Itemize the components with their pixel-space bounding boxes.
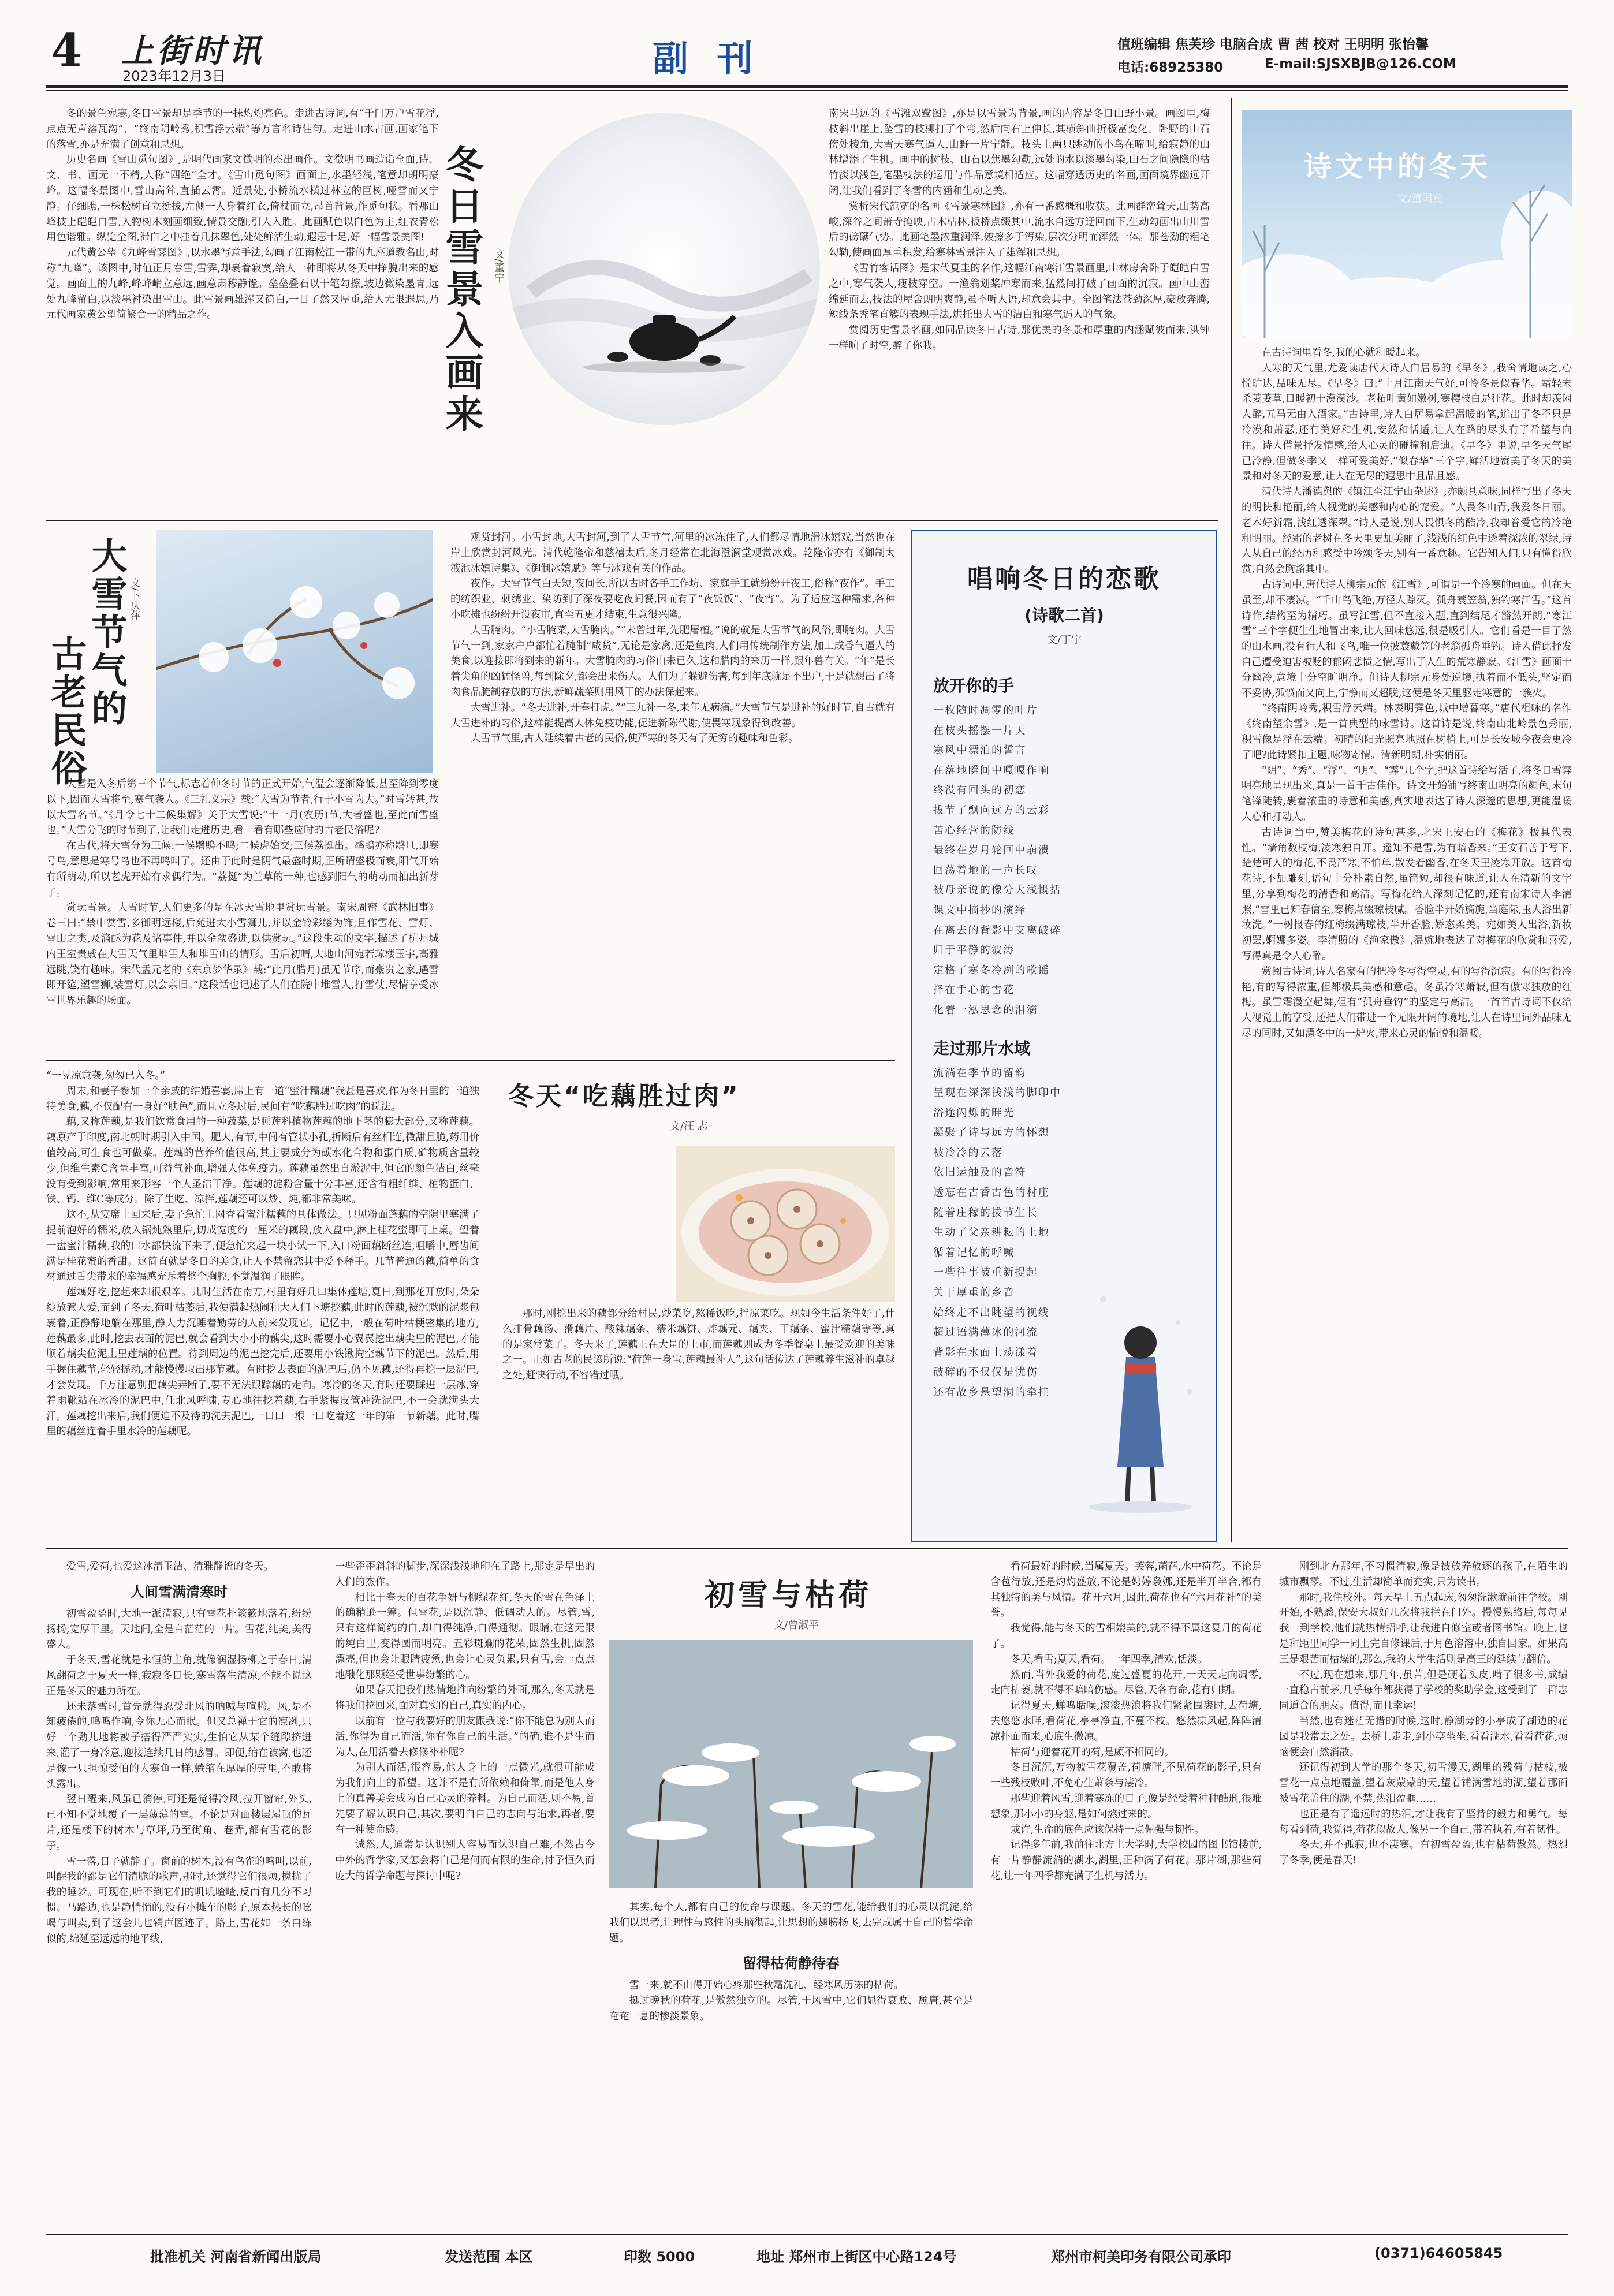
a1-col-left [46,106,439,514]
paragraph: 冬天,看雪;夏天,看荷。一年四季,清欢,恬淡。 [1010,1653,1207,1665]
poem-line: 浴途闪烁的畔光 [933,1106,1015,1119]
paragraph: 如果春天把我们热情地推向纷繁的外面,那么,冬天就是将我们拉回来,面对真实的自己,真实的内心。 [335,1684,595,1712]
section-name: 副 刊 [653,38,761,80]
poem-line: 寒风中漂泊的誓言 [933,744,1027,757]
poem-line: 归于平静的波涛 [933,944,1015,957]
poem-line: 最终在岁月轮回中崩溃 [933,844,1050,857]
poem-line: 流淌在季节的留韵 [933,1067,1027,1079]
paragraph: 古诗词中,唐代诗人柳宗元的《江雪》,可谓是一个冷寒的画面。但在天虽至,却不凄凉。“千山鸟飞绝,万径人踪灭。孤舟蓑笠翁,独钓寒江雪。”这首诗作,结构至为精巧。虽写江雪,但不直接入题,直到结尾才豁然开朗,“寒江雪”三个字便生生地冒出来,让人回味悠远,很是吸引人。它们看是一目了然的山水画,没有行人和飞鸟,唯一位披蓑戴笠的老翁孤舟垂钓。诗人借此抒发自己遭受迫害被贬的郁闷悲愤之情,写出了人生的荒寒静寂。《江雪》画面十分幽冷,意境十分空旷明净。但诗人柳宗元身处逆境,执着而不低头,坚定而不妥协,孤愤而又向上,宁静而又超脱,这便是冬天里驱走寒意的一簇火。 [1242,579,1572,699]
paragraph: 记得夏天,蝉鸣聒噪,滚滚热浪将我们紧紧围裹时,去荷塘,去悠悠水畔,看荷花,亭亭净直,不蔓不枝。悠然凉风起,阵阵清凉扑面而来,心底生微凉。 [990,1700,1262,1743]
a4-headline: 唱响冬日的恋歌 [967,564,1161,594]
paragraph: 赏阅历史雪景名画,如同品读冬日古诗,那优美的冬景和厚重的内涵赋彼而来,洪钟一样响了时空,醉了你我。 [829,325,1210,352]
poem-line: 课文中摘抄的演绎 [933,904,1027,916]
poem-line: 凝聚了诗与远方的怀想 [933,1127,1050,1139]
paragraph: 那时,刚挖出来的藕都分给村民,炒菜吃,熬稀饭吃,拌凉菜吃。现如今生活条件好了,什么排骨藕汤、滑藕片、酸辣藕条、糯米藕饼、炸藕元、藕夹、干藕条、蜜汁糯藕等等,真的是家常菜了。冬天来了,莲藕正在大量的上市,而莲藕则成为冬季餐桌上最受欢迎的美味之一。正如古老的民谚所说:“荷莲一身宝,莲藕最补人”,这句话传达了莲藕养生滋补的卓越之处,赶快行动,不容错过哦。 [502,1308,895,1382]
paragraph: 枯荷与迎着花开的荷,是颇不相同的。 [1010,1746,1175,1758]
footer-address: 地址 郑州市上街区中心路124号 [756,2249,957,2265]
footer-copies: 印数 5000 [624,2249,695,2265]
footer-scope: 发送范围 本区 [445,2249,533,2265]
poem-line: 关于厚重的乡音 [933,1287,1015,1299]
paragraph: 然而,当外我爱的荷花,度过盛夏的花开,一天天走向凋零,走向枯萎,就不得不暗暗伤感。尽管,天各有命,花有归期。 [990,1669,1262,1697]
frosted-branch-photo [156,530,433,773]
poem-line: 破碎的不仅仅是忧伤 [933,1366,1038,1379]
paragraph: 冬的景色宛寒,冬日雪景却是季节的一抹灼灼亮色。走进古诗词,有“千门万户雪花浮,点点无声落瓦沟”、“终南阴岭秀,积雪浮云端”等万言名诗佳句。走进山水古画,画家笔下的落雪,亦是充满了创意和思想。 [46,108,439,151]
a6-col-5 [1279,1559,1568,2223]
poem-line: 择在手心的雪花 [933,984,1015,997]
paragraph: 清代诗人潘德舆的《镇江至江宁山杂述》,亦颇具意味,同样写出了冬天的明快和艳丽,给人视觉的美感和内心的宠爱。“人畏冬山青,我爱冬日丽。老木好新霜,浅红透深翠。”诗人是说,别人畏惧冬的酷冷,我却眷爱它的冷艳和明丽。经霜的老树在冬天里更加美丽了,浅浅的红色中透着深浓的翠绿,诗人从自己的经历和感受中吟颂冬天,别有一番意趣。它告知人们,只有懂得欣赏,自然会胸豁其中。 [1242,486,1572,576]
paragraph: 赏阅古诗词,诗人名家有的把冷冬写得空灵,有的写得沉寂。有的写得冷艳,有的写得浓重,但都极具美感和意趣。冬虽冷寒萧寂,但有傲寒独放的红梅。虽雪霜漫空起舞,但有“孤舟垂钓”的坚定与高洁。一首首古诗词不仅给人视觉上的享受,还把人们带进一个无限开阔的境地,让人在诗里词外品味无尽的同时,又如漂冬中的一炉火,带来心灵的愉悦和温暖。 [1242,966,1572,1040]
paragraph: 当然,也有迷茫无措的时候,这时,静湖旁的小亭成了湖边的花园是我常去之处。去桥上走走,到小亭坐坐,看看湖水,看看荷花,烦恼便会自然消散。 [1279,1715,1568,1758]
paragraph: 周末,和妻子参加一个亲戚的结婚喜宴,席上有一道“蜜汁糯藕”我甚是喜欢,作为冬日里的一道独特美食,藕,不仅配有一身好“肤色”,而且立冬过后,民间有“吃藕胜过吃肉”的说法。 [46,1085,479,1113]
paragraph: 还未落雪时,首先就得忍受北风的呐喊与喧腾。风,是不知疲倦的,鸣鸣作响,令你无心而眠。但又总禅于它的凛冽,只好一个劲儿地将被子搭得严严实实,生怕它从某个缝隙挤进来,灌了一身冷意,迎接连续几日的感冒。即便,缩在被窝,也还是像一只担惊受怕的大寒鱼一样,蜷缩在厚厚的壳里,不敢将头露出。 [46,1701,312,1790]
masthead-rule-thin [46,90,1568,91]
paragraph: 雪一落,日子就静了。窗前的树木,没有鸟雀的鸣叫,以前,叫醒我的都是它们清脆的歌声,那时,还觉得它们很烦,搅扰了我的睡梦。可现在,听不到它们的叽叽喳喳,反而有几分不习惯。马路边,也是静悄悄的,没有小摊车的影子,原本热长的吆喝与叫卖,到了这会儿也销声匿迹了。路上,雪花如一条白练似的,绵延至远远的地平线, [46,1855,312,1945]
paragraph: 观赏封河。小雪封地,大雪封河,到了大雪节气,河里的冰冻住了,人们都尽情地滑冰嬉戏,当然也在岸上欣赏封河风光。清代乾隆帝和慈禧太后,冬月经常在北海澄澜堂观赏冰戏。乾隆帝亦有《御制太液池冰嬉诗集》、《御制冰嬉赋》等与冰戏有关的作品。 [450,532,895,575]
paragraph: 相比于春天的百花争妍与柳绿花红,冬天的雪在色泽上的确稍逊一筹。但雪花,是以沉静、低调动人的。尽管,雪,只有这样简约的白,却白得纯净,白得通彻。眼睛,在这无限的纯白里,变得圆而明亮。五彩斑斓的花朵,固然生机,固然漂亮,但也会让眼睛疲惫,也会让心灵负累,只有雪,会一点点地融化那颗经受世事纷繁的心。 [335,1591,595,1681]
a5-col-left [46,1068,479,1542]
paragraph: 冬天,并不孤寂,也不凄寒。有初雪盈盈,也有枯荷傲然。热烈了冬季,便是春天! [1279,1839,1568,1867]
a2-header-image [1242,110,1572,338]
a6-col-2 [335,1559,595,2223]
paragraph: 刚到北方那年,不习惯清寂,像是被放养放逐的孩子,在陌生的城市飘零。不过,生活却简单而充实,只为读书。 [1279,1561,1568,1588]
paragraph: 雪一来,就不由得开始心疼那些秋霜洗礼、经寒风历冻的枯荷。 [629,1980,904,1992]
article-winter-love-songs [911,530,1217,1542]
paragraph: 也正是有了遥远时的热泪,才让我有了坚持的毅力和勇气。每每看到荷,我觉得,荷花似故人,像另一个自己,带着执着,有着韧性。 [1279,1808,1568,1836]
paragraph: 元代黄公望《九峰雪霁图》,以水墨写意手法,勾画了江南松江一带的九座道教名山,时称“九峰”。该图中,时值正月春雪,雪霁,却裹着寂寞,给人一种即将从冬天中挣脱出来的感觉。画面上的九峰,峰峰峭立意远,画意肃穆静谧。垒垒叠石以干笔勾擦,坡边微染墨青,远处九峰留白,以淡墨衬染出雪山。此雪景画雄浑又简白,一目了然又厚重,给人无限遐思,乃元代画家黄公望简繁合一的精品之作。 [46,247,439,321]
poem-line: 在落地瞬间中嘎嘎作响 [933,764,1050,777]
poem-line: 背影在水面上荡漾着 [933,1346,1038,1359]
editors-line: 值班编辑 焦芙珍 电脑合成 曹 茜 校对 王明明 张怡馨 [1117,37,1429,52]
poem-line: 定格了寒冬冷冽的歌谣 [933,964,1050,976]
footer-approver: 批准机关 河南省新闻出版局 [150,2249,322,2265]
rule-a3-bottom [46,1060,895,1061]
poem-line: 在枝头摇摆一片天 [933,724,1027,737]
poem-line: 终没有回头的初恋 [933,784,1027,797]
a3-title-b: 古老民俗 [45,635,87,788]
poem-line: 被冷冷的云落 [933,1146,1004,1159]
masthead-rule [46,85,1568,88]
rule-right-column [1231,98,1232,1542]
paragraph: 莲藕好吃,挖起来却很艰辛。儿时生活在南方,村里有好几口集体莲塘,夏日,到那花开放时,朵朵绽放惹人爱,而到了冬天,荷叶枯萎后,我便满起热闹和大人们下塘挖藕,此时的莲藕,被沉默的泥浆包裹着,正静静地躺在那里,静大力沉睡着勤劳的人前来发现它。记忆中,一般在荷叶枯梗密集的地方,莲藕最多,此时,挖去表面的泥巴,就会看到大小小的藕尖,这时需要小心翼翼挖出藕尖里的泥巴,才能顺着藕尖位泥土里莲藕的位置。待到周边的泥巴挖完后,还要用小铁锹掏空藕节下的泥巴。然后,用手握住藕节,轻轻摇动,才能慢慢取出那节藕。有时挖去表面的泥巴后,仍不见藕,还得再挖一层泥巴,才会发现。千万注意别把藕尖弄断了,要不无法跟踪藕的走向。寒冷的冬天,有时还要踩进一层冰,穿着雨靴站在冰冷的泥巴中,任北风呼啸,专心地往挖着藕,右手紧握皮管冲洗泥巴,不一会就满头大汗。莲藕挖出来后,我们便迫不及待的洗去泥巴,一口口一根一口吃着这一年的第一节新藕。此时,嘴里的藕丝连着手里水冷的莲藕呢。 [46,1287,479,1438]
poem-line: 一些往事被重新提起 [933,1266,1038,1279]
paragraph: 在古代,将大雪分为三候:一候鹖鴠不鸣;二候虎始交;三候荔挺出。鹖鴠亦称鹖旦,即寒号鸟,意思是寒号鸟也不再鸣叫了。还由于此时是阴气最盛时期,正所谓盛极而衰,阳气开始有所萌动,所以老虎开始有求偶行为。“荔挺”为兰草的一种,也感到阳气的萌动而抽出新芽了。 [46,840,439,899]
poem-line: 依旧运触及的音符 [933,1166,1027,1179]
masthead [0,0,1614,98]
paragraph: 那时,我住校外。每天早上五点起床,匆匆洗漱就前往学校。刚开始,不熟悉,保安大叔好几次将我拦在门外。慢慢熟络后,每每见我一到学校,他们就热情招呼,让我进自修室或者图书馆。晚上,也是和距里同学一同上完自修课后,于月色溶溶中,独自回家。如果高三是艰苦而枯燥的,那么,我的大学生活则是高三的延续与翻倍。 [1279,1591,1568,1665]
a6-subheading-2: 留得枯荷静待春 [743,1955,840,1972]
paragraph: 赏析宋代范宽的名画《雪景寒林图》,亦有一番感概和收获。此画群峦耸天,山势高峻,深谷之间萧寺掩映,古木枯林,板桥点缀其中,流水自远方迂回而下,生动勾画出山川雪后的磅礴气势。此画笔墨浓重润泽,皴擦多于泻染,层次分明而浑然一体。那苍劲的粗笔勾勒,使画面厚重积发,给寒林雪景注入了雄浑和思想。 [829,200,1210,259]
poem-line: 一枚随时凋零的叶片 [933,705,1038,717]
winter-girl-illustration [1086,1276,1207,1519]
paragraph: 翌日醒来,风虽已消停,可还是觉得冷风,拉开窗帘,外头,已不知不觉地覆了一层薄薄的雪。不论是对面楼层屋顶的瓦片,还是楼下的树木与草坪,乃至街角、巷弄,都有雪花的影子。 [46,1794,312,1852]
a3-byline: 文/卜庆萍 [128,577,140,620]
poem-line: 化着一泓思念的泪滴 [933,1004,1038,1016]
poem-line: 随着庄稼的拔节生长 [933,1206,1038,1219]
a3-title-a: 大雪节气的 [85,537,128,728]
a6-subheading-1: 人间雪满清寒时 [131,1583,228,1600]
a2-headline: 诗文中的冬天 [1304,151,1492,183]
issue-date: 2023年12月3日 [122,68,226,84]
footer-rule [46,2234,1568,2235]
paragraph: 不过,现在想来,那几年,虽苦,但是硬着头皮,啃了很多书,成绩一直稳占前茅,几乎每年都获得了学校的奖助学金,这受到了一群志同道合的朋友。值得,而且幸运! [1279,1669,1568,1712]
a1-col-right [829,106,1210,514]
poem-line: 苦心经营的防线 [933,824,1015,837]
paragraph: 记得多年前,我前往北方上大学时,大学校园的图书馆楼前,有一片静静流淌的湖水,湖里,正种满了荷花。那片湖,那些荷花,让一年四季都充满了生机与活力。 [990,1839,1262,1882]
poem-line: 生动了父亲耕耘的土地 [933,1227,1050,1239]
paragraph: 冬日沉沉,万物被雪花覆盖,荷塘畔,不见荷花的影子,只有一些残枝败叶,不免心生萧条与凄冷。 [990,1762,1262,1790]
a1-byline: 文/董宁 [493,248,505,284]
paragraph: 爱雪,爱荷,也爱这冰清玉洁、清雅静谧的冬天。 [66,1561,274,1572]
a6-col-3 [609,1900,973,2223]
poem-line: 在离去的背影中支离破碎 [933,924,1062,937]
paragraph: 大雪腌肉。“小雪腌菜,大雪腌肉。”“未曾过年,先肥屠檀。”说的就是大雪节气的风俗,即腌肉。大雪节气一到,家家户户都忙着腌制“咸货”,无论是家禽,还是鱼肉,人们用传统制作方法,加工成香气逼人的美食,以迎接即将到来的新年。大雪腌肉的习俗由来已久,这和腊肉的来历一样,跟年兽有关。“年”是长着尖角的凶猛怪兽,每到除夕,都会出来伤人。人们为了躲避伤害,每到年底就足不出户,于是就想出了将肉食品腌制存放的方法,新鲜蔬菜则用风干的办法保起来。 [450,624,895,698]
a5-byline: 文/汪 志 [670,1120,708,1132]
a6-col-1 [46,1559,312,2223]
paragraph: 这不,从宴席上回来后,妻子急忙上网查看蜜汁糯藕的具体做法。只见粉面蓬藕的空隙里塞满了提前泡好的糯米,放入锅炖熟里后,切成宽度约一厘米的藕段,放入盘中,淋上桂花蜜即可上桌。望着一盘蜜汁糯藕,我的口水都快流下来了,便急忙夹起一块小试一下,入口粉面藕断丝连,咀嚼中,唇齿间满是桂花蜜的香甜。这简直就是冬日的美食,让人不禁留恋其中爱不释手。几节普通的藕,简单的食材通过舌尖带来的幸福感充斥着整个胸腔,不觉温润了眼眸。 [46,1209,479,1283]
poem-line: 呈现在深深浅浅的脚印中 [933,1087,1062,1099]
poem1-title: 放开你的手 [933,676,1015,695]
paragraph: 大雪节气里,古人延续着古老的民俗,使严寒的冬天有了无穷的趣味和色彩。 [470,733,799,745]
paragraph: 历史名画《雪山觅句图》,是明代画家文徵明的杰出画作。文徵明书画造诣全面,诗、文、书、画无一不精,人称“四绝”全才。《雪山觅句图》画面上,水墨轻浅,笔意却朗明豪峰。这幅冬景图中,雪山高耸,直插云霄。近景处,小桥流水横过林立的巨树,哑雪而又宁静。仔细瞧,一株松树直立挺拔,左侧一人身着红衣,倚杖而立,昂首背景,作觅句状。看那山峰披上皑皑白雪,人物树木刻画细致,情景交融,引人入胜。此画赋色以白色为主,红衣青松用色谐雅。纵览全图,滞白之中挂着几抹翠色,处处鲜活生动,遐思十足,好一幅雪景美图! [46,154,439,244]
paragraph: 看荷最好的时候,当属夏天。芙蓉,菡萏,水中荷花。不论是含苞待放,还是灼灼盛放,不论是娉婷袅娜,还是半开半合,都有其独特的美与风情。花开六月,因此,荷花也有“六月花神”的美誉。 [990,1561,1262,1619]
paragraph: “阴”、“秀”、“浮”、“明”、“霁”几个字,把这首诗给写活了,将冬日雪霁明亮地呈现出来,真是一首千古佳作。诗文开始铺写终南山明亮的颜色,末句笔锋陡转,裹着浓重的诗意和美感,真实地表达了诗人深邃的思想,更能温暖人心和打动人。 [1242,765,1572,823]
paragraph: 我觉得,能与冬天的雪相媲美的,就不得不属这夏月的荷花了。 [990,1623,1262,1650]
footer-phone: (0371)64605845 [1374,2245,1503,2261]
poem-line: 回荡着地的一声长叹 [933,864,1038,877]
a6-col-4 [990,1559,1262,2223]
paragraph: 《雪竹客话图》是宋代夏圭的名作,这幅江南寒江雪景画里,山林房舍卧于皑皑白雪之中,寒气袭人,瘦枝穿空。一渔翁划桨冲寒而来,猛然间打破了画面的沉寂。画中山峦绵延而去,技法的屋舍朗明爽静,虽不听人语,却意会其中。全图笔法苍劲深厚,豪放奔腾,短线条秃笔直簇的表现手法,烘托出大雪的洁白和寒气逼人的气象。 [829,262,1210,321]
a3-col-left [46,777,439,1057]
poem-line: 循着记忆的呼喊 [933,1246,1015,1259]
a4-subtitle: (诗歌二首) [1024,606,1104,625]
lotus-dish-photo [676,1146,895,1302]
a6-byline: 文/曾淑平 [774,1619,819,1631]
poem-line: 拔节了飘向远方的云彩 [933,804,1050,817]
paragraph: 赏玩雪景。大雪时节,人们更多的是在冰天雪地里赏玩雪景。南宋周密《武林旧事》卷三曰:“禁中赏雪,多御明远楼,后苑进大小雪狮儿,并以金铃彩缕为饰,且作雪花、雪灯、雪山之类,及滴酥为花及诸事件,并以金盆盛进,以供赏玩。”这段生动的文字,描述了杭州城内王室贵戚在大雪天气里堆雪人和堆雪山的情形。雪后初晴,大地山河宛若琼楼玉宇,高雅远眺,饶有趣味。宋代孟元老的《东京梦华录》载:“此月(腊月)虽无节序,而豪贵之家,遇雪即开筵,塑雪狮,装雪灯,以会亲旧。”这段话也记述了人们在院中堆雪人,打雪仗,尽情享受冰雪世界乐趣的场面。 [46,902,439,1007]
paragraph: 以前有一位与我要好的朋友跟我说:“你不能总为别人而活,你得为自己而活,你有你自己的生活。”的确,谁不是生而为人,在用活着去修修补补呢? [335,1715,595,1758]
poem-line: 被母亲说的像分大浅慨括 [933,884,1062,897]
a4-byline: 文/丁宇 [1046,634,1082,646]
poem1-body [933,701,1195,1021]
paragraph: 藕,又称莲藕,是我们饮常食用的一种蔬菜,是睡莲科植物莲藕的地下茎的膨大部分,又称莲藕。藕原产于印度,南北朝时期引入中国。肥大,有节,中间有管状小孔,折断后有丝相连,微甜且脆,药用价值较高,可生食也可做菜。莲藕的营养价值很高,其主要成分为碳水化合物和蛋白质,矿物质含量较少,但维生素C含量丰富,可益气补血,增强人体免疫力。莲藕虽然出自淤泥中,但它的颜色洁白,丝毫没有受到影响,常用来形容一个人圣洁干净。莲藕的淀粉含量十分丰富,还含有粗纤维、植物蛋白、铁、钙、维C等成分。除了生吃、凉拌,莲藕还可以炒、炖,都非常美味。 [46,1116,479,1206]
paragraph: 夜作。大雪节气白天短,夜间长,所以古时各手工作坊、家庭手工就纷纷开夜工,俗称“夜作”。手工的纺织业、刺绣业、染坊到了深夜要吃夜间餐,因而有了“夜饭饭”、“夜宵”。为了适应这种需求,各种小吃摊也纷纷开设夜市,直至五更才结束,生意很兴隆。 [450,578,895,621]
paragraph: 还记得初到大学的那个冬天,初雪漫天,湖里的残荷与枯枝,被雪花一点点地覆盖,望着灰蒙蒙的天,望着铺满雪地的湖,望着那面被雪花盖住的湖,不禁,热泪盈眶…… [1279,1762,1568,1805]
contact-email: E-mail:SJSXBJB@126.COM [1265,57,1456,72]
a3-col-right [450,530,895,1056]
poem-line: 超过语满薄冰的河流 [933,1326,1038,1339]
rule-a5-bottom [46,1548,1568,1549]
contact-phone: 电话:68925380 [1117,60,1224,75]
paragraph: 挺过晚秋的荷花,是傲然独立的。尽管,于风雪中,它们显得衰败、颓唐,甚至是奄奄一息的惨淡景象。 [609,1995,973,2022]
paragraph: 那些迎着风雪,迎着寒冻的日子,像是经受着种种酷刑,很难想象,那小小的身躯,是如何熬过来的。 [990,1792,1262,1820]
paragraph: 大雪是入冬后第三个节气,标志着仲冬时节的正式开始,气温会逐渐降低,甚至降到零度以下,因而大雪将至,寒气袭人。《三礼义宗》载:“大雪为节者,行于小雪为大。”时雪转甚,故以大雪名节。”《月令七十二候集解》关于大雪说:“十一月(农历)节,大者盛也,至此而雪盛也。”大雪分飞的时节到了,让我们走进历史,看一看有哪些应时的古老民俗呢? [46,778,439,837]
poem-line: 始终走不出眺望的视线 [933,1306,1050,1319]
rule-a1-bottom [46,520,1218,521]
paragraph: 南宋马远的《雪滩双鹭图》,亦是以雪景为背景,画的内容是冬日山野小景。画图里,梅枝斜出崖上,坠雪的枝柳打了个弯,然后向右上伸长,其横斜曲折极富变化。卧野的山石傍处棱角,大雪天寒气逼人,山野一片宁静。枝头上两只跳动的小鸟在啼叫,给寂静的山林增添了生机。画中的树枝、山石以焦墨勾勒,远处的水以淡墨勾染,山石之间隐隐的枯竹淡以浅色,笔墨枝法的运用与作品意境相适应。这幅穿透历史的名画,画面境界幽远开阔,让我们看到了冬雪的内涵和生动之美。 [829,108,1210,197]
paper-name: 上街时讯 [121,32,264,70]
page-number: 4 [51,24,83,77]
poem-line: 透忘在古香古色的村庄 [933,1187,1050,1199]
a6-headline: 初雪与枯荷 [705,1578,873,1613]
paragraph: 其实,每个人,都有自己的使命与课题。冬天的雪花,能给我们的心灵以沉淀,给我们以思考,让理性与感性的头脑彻起,让思想的翅膀扬飞,去完成属于自己的哲学命题。 [609,1902,973,1944]
a2-byline: 文/董国宾 [1397,193,1443,205]
footer [46,2245,1568,2274]
a5-col-bottom [502,1306,895,1542]
paragraph: 或许,生命的底色应该保持一点倔强与韧性。 [1010,1824,1205,1836]
paragraph: 大雪进补。“冬天进补,开春打虎。”“三九补一冬,来年无病痛。”大雪节气是进补的好时节,自古就有大雪进补的习俗,这样能提高人体免疫功能,促进新陈代谢,使畏寒现象得到改善。 [450,702,895,729]
a1-headline: 冬日雪景入画来 [439,144,483,435]
footer-printer: 郑州市柯美印务有限公司承印 [1051,2249,1231,2265]
a2-text [1242,345,1572,1534]
poem2-title: 走过那片水域 [933,1038,1031,1058]
a5-headline: 冬天“吃藕胜过肉” [508,1082,740,1111]
paragraph: 诚然,人,通常是认识别人容易而认识自己难,不然古今中外的哲学家,又怎会将自己是何而有限的生命,付予恒久而庞大的哲学命题与探讨中呢? [335,1839,595,1882]
paragraph: 古诗词当中,赞美梅花的诗句甚多,北宋王安石的《梅花》极具代表性。“墙角数枝梅,凌寒独自开。遥知不是雪,为有暗香来。”王安石善于写下,楚楚可人的梅花,不畏严寒,不怕单,散发着幽香,在冬天里凌寒开放。这首梅花诗,不加雕刻,语句十分朴素自然,虽简短,却很有味道,让人在清新的文字里,分享到梅花的清香和高洁。写梅花给人深刻记忆的,还有南宋诗人李清照,“雪里已知春信至,寒梅点缀琼枝腻。香脸半开娇旖旎,当庭际,玉人浴出新妆洗。”一树报春的红梅缀满琼枝,半开香脸,娇态柔美。宛如美人出浴,新妆初罢,婀娜多姿。李清照的《渔家傲》,温婉地表达了对梅花的欣赏和喜爱,写得真是令人心醉。 [1242,826,1572,963]
paragraph: “一晃凉意袭,匆匆已入冬。” [46,1070,165,1082]
paragraph: 于冬天,雪花就是永恒的主角,就像润湿扬柳之于春日,清风翻荷之于夏天一样,寂寂冬日长,寒雪落生清凉,不能不说这正是冬天的魅力所在。 [46,1654,312,1697]
paragraph: “终南阴岭秀,积雪浮云端。林表明霁色,城中增暮寒。”唐代祖咏的名作《终南望余雪》,是一首典型的咏雪诗。这首诗是说,终南山北岭景色秀丽,积雪像是浮在云端。初晴的阳光照亮地照在树梢上,可是长安城今夜会更冷了吧?此诗紧扣主题,咏物寄情。清新明朗,朴实俏丽。 [1242,703,1572,761]
paragraph: 为别人而活,很容易,他人身上的一点微光,就很可能成为我们向上的希望。这并不是有所依赖和倚靠,而是他人身上的真善美会成为自己心灵的养料。为自己而活,则不易,首先要了解认识自己,其次,要明白自己的志向与追求,再者,要有一种使命感。 [335,1762,595,1836]
snowy-lotus-pond-photo [609,1640,973,1888]
paragraph: 初雪盈盈时,大地一派清寂,只有雪花扑簌簌地落着,纷纷扬扬,宽厚干里。天地间,全是白茫茫的一片。雪花,纯美,美得盛大。 [46,1608,312,1651]
poem-line: 还有故乡悬望洞的牵挂 [933,1386,1050,1399]
paragraph: 在古诗词里看冬,我的心就和暖起来。 [1261,347,1426,359]
paragraph: 一些歪歪斜斜的脚步,深深浅浅地印在了路上,那定是早出的人们的杰作。 [335,1561,595,1588]
paragraph: 人寒的天气里,尤爱读唐代大诗人白居易的《早冬》,我舍情地读之,心悦旷达,品味无尽。《早冬》曰:“十月江南天气好,可怜冬景似春华。霜轻未杀萋萋草,日暖初干漠漠沙。老柘叶黄如嫩树,寒樱枝白是狂花。此时却羡闲人醉,五马无由入酒家。”古诗里,诗人白居易拿起温暖的笔,道出了冬不只是冷漠和萧瑟,还有美好和生机,安然和恬适,让人在路的尽头有了希望与向往。诗人借景抒发情感,给人心灵的碰撞和启迪。《早冬》里说,早冬天气尾已冷静,但做冬季又一样可爱美好,“似春华”三个字,鲜活地赞美了冬天的美景和对冬天的爱意,让人在无尽的遐思中且品且感。 [1242,362,1572,483]
ink-teapot-illustration [508,113,820,425]
